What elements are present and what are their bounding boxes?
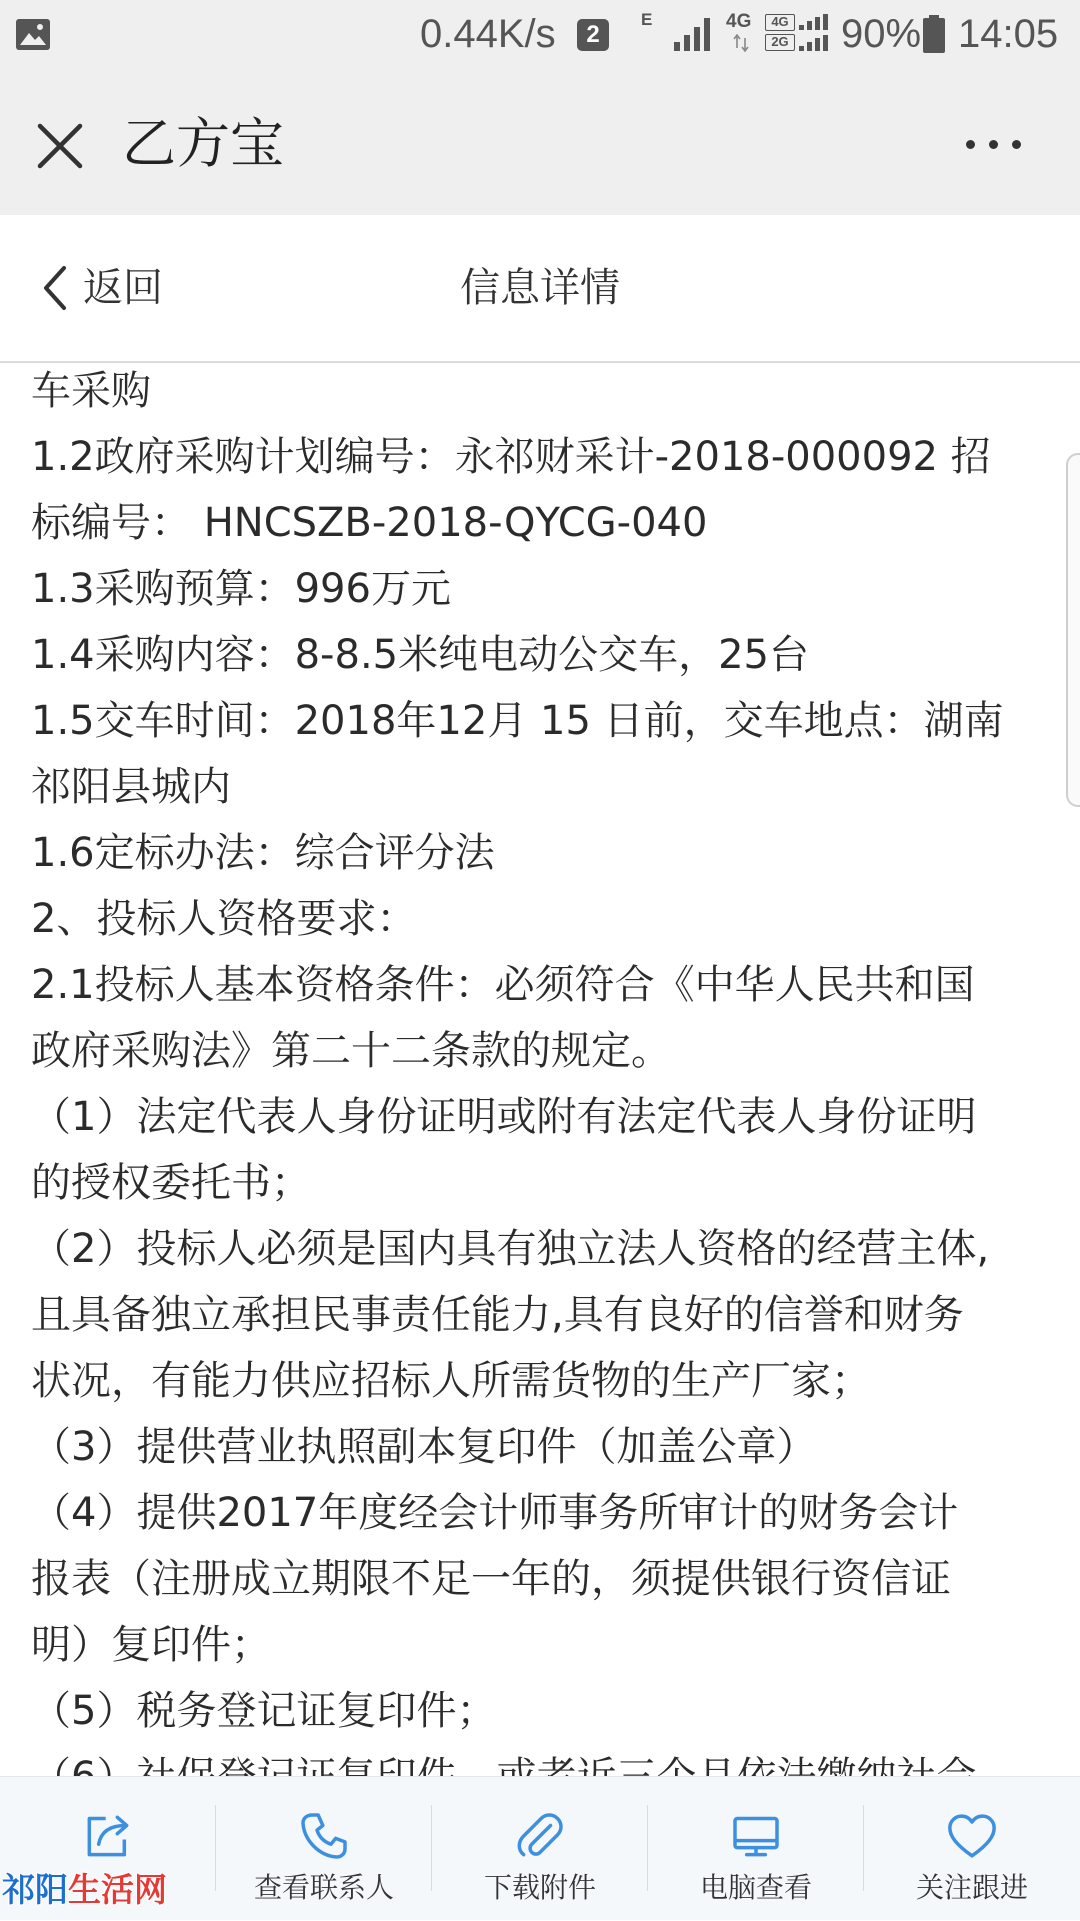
toolbar-divider bbox=[215, 1805, 216, 1891]
dual-network-bottom: 2G bbox=[765, 34, 795, 51]
page-header bbox=[0, 215, 1080, 363]
heart-icon bbox=[944, 1808, 1000, 1864]
view-contacts-button[interactable] bbox=[216, 1777, 432, 1921]
data-arrows-icon bbox=[733, 34, 749, 52]
network-speed: 0.44K/s bbox=[420, 12, 556, 56]
battery-icon bbox=[923, 15, 945, 53]
content-line: 的授权委托书； bbox=[31, 1160, 311, 1206]
content-line: 政府采购法》第二十二条款的规定。 bbox=[31, 1028, 671, 1074]
back-label: 返回 bbox=[83, 265, 163, 311]
content-line: 1.5交车时间：2018年12月 15 日前，交车地点：湖南 bbox=[31, 698, 1004, 744]
network-4g-label: 4G bbox=[726, 11, 752, 32]
paperclip-icon bbox=[512, 1808, 568, 1864]
share-icon bbox=[80, 1808, 136, 1864]
desktop-view-label: 电脑查看 bbox=[699, 1871, 812, 1904]
content-line: （4）提供2017年度经会计师事务所审计的财务会计 bbox=[31, 1490, 959, 1536]
site-watermark bbox=[2, 1868, 167, 1912]
gallery-icon bbox=[15, 18, 51, 51]
toolbar-divider bbox=[863, 1805, 864, 1891]
app-title: 乙方宝 bbox=[122, 112, 284, 175]
detail-content bbox=[31, 358, 1061, 1920]
close-button[interactable] bbox=[32, 118, 88, 174]
more-icon-dot bbox=[966, 140, 975, 149]
more-icon-dot bbox=[1012, 140, 1021, 149]
network-e-label: E bbox=[641, 10, 653, 29]
content-line: 状况，有能力供应招标人所需货物的生产厂家； bbox=[31, 1358, 871, 1404]
follow-label: 关注跟进 bbox=[915, 1871, 1028, 1904]
follow-button[interactable] bbox=[864, 1777, 1080, 1921]
phone-icon bbox=[296, 1808, 352, 1864]
content-line: 1.4采购内容：8-8.5米纯电动公交车，25台 bbox=[31, 632, 810, 678]
content-line: （3）提供营业执照副本复印件（加盖公章） bbox=[31, 1424, 817, 1470]
content-line: 且具备独立承担民事责任能力,具有良好的信誉和财务 bbox=[31, 1292, 964, 1338]
content-line: 祁阳县城内 bbox=[31, 764, 231, 810]
title-bar bbox=[0, 68, 1080, 215]
monitor-icon bbox=[728, 1808, 784, 1864]
watermark-part-1: 祁阳 bbox=[2, 1870, 68, 1909]
scrollbar-thumb[interactable] bbox=[1066, 453, 1080, 807]
download-attachment-label: 下载附件 bbox=[483, 1871, 596, 1904]
toolbar-divider bbox=[647, 1805, 648, 1891]
desktop-view-button[interactable] bbox=[648, 1777, 864, 1921]
toolbar-divider bbox=[431, 1805, 432, 1891]
status-bar bbox=[0, 0, 1080, 68]
page-title: 信息详情 bbox=[460, 265, 620, 311]
dual-network-top: 4G bbox=[765, 14, 795, 31]
dual-signal-icon bbox=[798, 14, 830, 52]
more-button[interactable] bbox=[955, 124, 1031, 164]
content-line: 明）复印件； bbox=[31, 1622, 271, 1668]
content-line: 车采购 bbox=[31, 368, 151, 414]
content-line: 1.3采购预算：996万元 bbox=[31, 566, 451, 612]
battery-percent: 90% bbox=[841, 12, 922, 56]
content-line: （2）投标人必须是国内具有独立法人资格的经营主体, bbox=[31, 1226, 990, 1272]
sim-badge: 2 bbox=[577, 19, 609, 51]
content-line: 报表（注册成立期限不足一年的，须提供银行资信证 bbox=[31, 1556, 951, 1602]
watermark-part-2: 生活网 bbox=[68, 1870, 167, 1909]
view-contacts-label: 查看联系人 bbox=[253, 1871, 394, 1904]
content-line: （1）法定代表人身份证明或附有法定代表人身份证明 bbox=[31, 1094, 977, 1140]
content-line: 2、投标人资格要求： bbox=[31, 896, 417, 942]
more-icon-dot bbox=[989, 140, 998, 149]
signal-icon bbox=[672, 16, 712, 52]
content-line: 标编号： HNCSZB-2018-QYCG-040 bbox=[31, 500, 708, 546]
download-attachment-button[interactable] bbox=[432, 1777, 648, 1921]
content-line: 1.2政府采购计划编号：永祁财采计-2018-000092 招 bbox=[31, 434, 991, 480]
content-line: （5）税务登记证复印件； bbox=[31, 1688, 497, 1734]
content-line: 2.1投标人基本资格条件：必须符合《中华人民共和国 bbox=[31, 962, 975, 1008]
close-icon bbox=[32, 118, 88, 174]
clock: 14:05 bbox=[958, 12, 1059, 56]
content-line: 1.6定标办法：综合评分法 bbox=[31, 830, 495, 876]
